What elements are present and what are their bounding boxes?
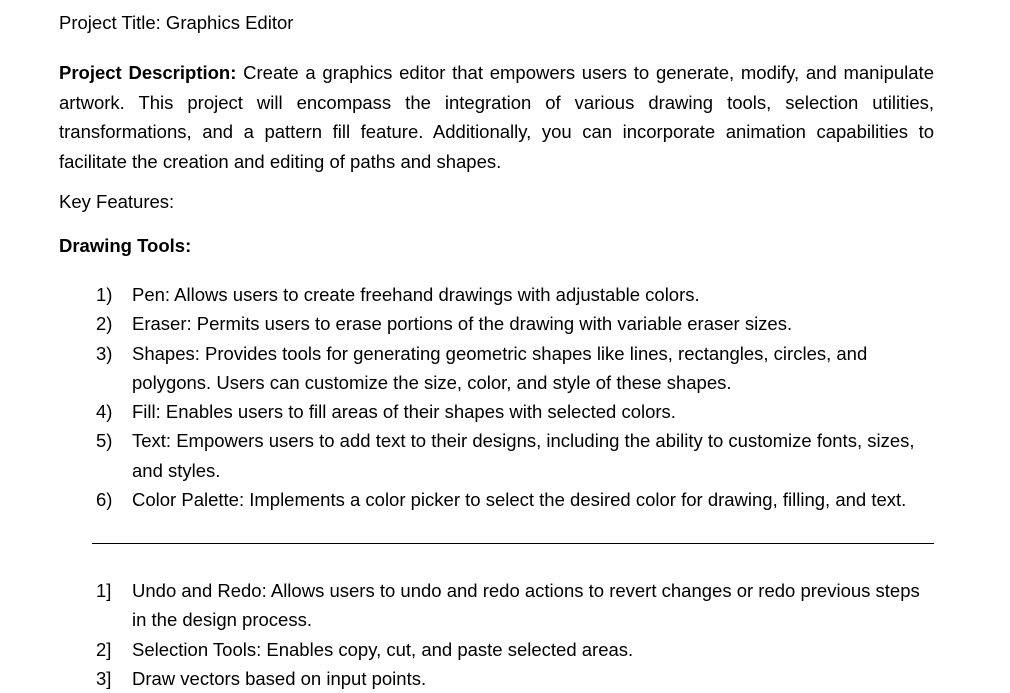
list-text: Color Palette: Implements a color picker to select the desired color for drawing, filling, and text. bbox=[132, 489, 907, 511]
list-item bbox=[59, 485, 934, 514]
list-item bbox=[59, 397, 934, 426]
drawing-tools-list bbox=[59, 280, 934, 514]
list-text: Draw vectors based on input points. bbox=[132, 667, 427, 689]
project-title: Project Title: Graphics Editor bbox=[59, 12, 294, 33]
drawing-tools-heading: Drawing Tools: bbox=[59, 235, 192, 256]
key-features-label: Key Features: bbox=[59, 191, 175, 212]
list-number: 2) bbox=[96, 313, 113, 335]
list-item bbox=[59, 635, 934, 664]
list-text: Eraser: Permits users to erase portions of the drawing with variable eraser sizes. bbox=[132, 313, 793, 335]
project-description-text: Create a graphics editor that empowers users to generate, modify, and manipulate artwork. This project will encompass the integration of various drawing tools, selection utilities, transformations, and a pattern fill feature. Additionally, you can incorporate animation capabilities to facilitate the creation and editing of paths and shapes. bbox=[59, 62, 934, 172]
list-text: Fill: Enables users to fill areas of their shapes with selected colors. bbox=[132, 401, 676, 423]
list-number: 2] bbox=[96, 638, 112, 660]
list-item bbox=[59, 339, 934, 398]
list-number: 3] bbox=[96, 667, 112, 689]
project-description-label: Project Description: bbox=[59, 62, 237, 83]
list-number: 5) bbox=[96, 430, 113, 452]
list-text: Selection Tools: Enables copy, cut, and paste selected areas. bbox=[132, 638, 634, 660]
list-number: 6) bbox=[96, 489, 113, 511]
list-number: 4) bbox=[96, 401, 113, 423]
list-text: Pen: Allows users to create freehand drawings with adjustable colors. bbox=[132, 284, 700, 305]
list-item bbox=[59, 426, 934, 485]
list-text: Shapes: Provides tools for generating geometric shapes like lines, rectangles, circles, and polygons. Users can customize the size, color, and style of these shapes. bbox=[132, 342, 868, 393]
project-description bbox=[59, 58, 934, 176]
list-item bbox=[59, 664, 934, 693]
list-item bbox=[59, 280, 934, 309]
additional-features-list bbox=[59, 576, 934, 693]
list-number: 1) bbox=[96, 284, 113, 305]
horizontal-divider bbox=[92, 543, 934, 544]
list-item bbox=[59, 309, 934, 338]
list-number: 3) bbox=[96, 342, 113, 364]
list-text: Text: Empowers users to add text to their designs, including the ability to customize fonts, sizes, and styles. bbox=[132, 430, 915, 481]
list-text: Undo and Redo: Allows users to undo and redo actions to revert changes or redo previous steps in the design process. bbox=[132, 580, 920, 631]
list-number: 1] bbox=[96, 580, 112, 601]
list-item bbox=[59, 576, 934, 635]
